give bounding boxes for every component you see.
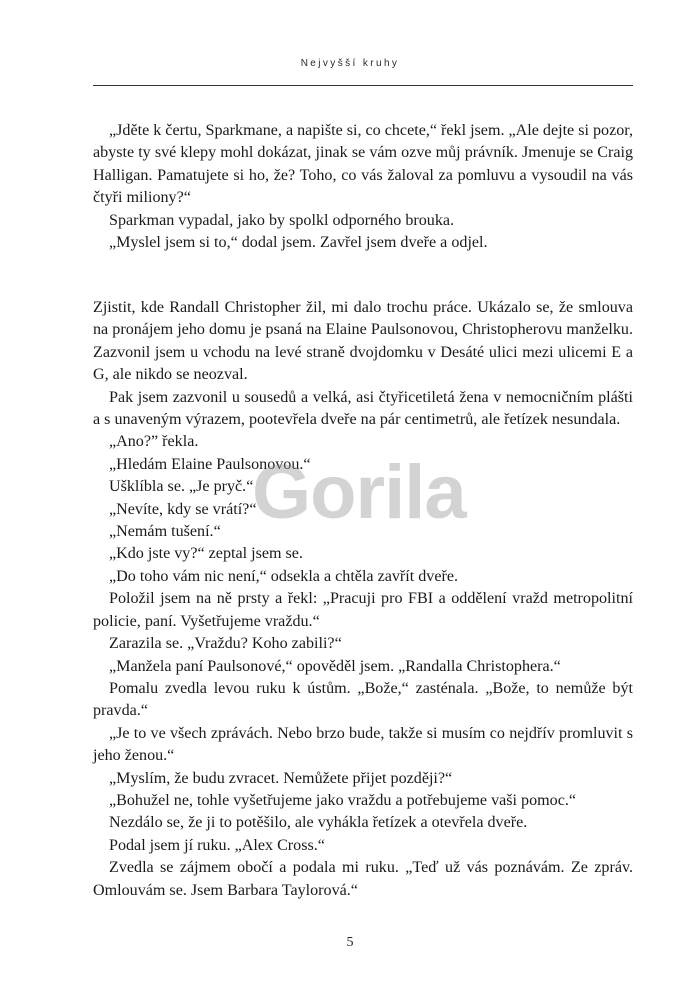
paragraph: „Kdo jste vy?“ zeptal jsem se. xyxy=(109,545,303,563)
paragraph: „Myslel jsem si to,“ dodal jsem. Zavřel jsem dveře a odjel. xyxy=(109,234,488,252)
paragraph: „Jděte k čertu, Sparkmane, a napište si, co chcete,“ řekl jsem. „Ale dejte si pozor, abyste ty své klepy mohl dokázat, jinak se vám ozve můj právník. Jmenuje se Craig Halligan. Pamatujete si ho, že? Toho, co vás žaloval za pomluvu a vysoudil na vás čtyři miliony?“ xyxy=(93,122,633,207)
paragraph: „Bohužel ne, tohle vyšetřujeme jako vraždu a potřebujeme vaši pomoc.“ xyxy=(109,791,577,809)
paragraph: Pomalu zvedla levou ruku k ústům. „Bože,“ zasténala. „Bože, to nemůže být pravda.“ xyxy=(93,679,633,720)
paragraph: „Je to ve všech zprávách. Nebo brzo bude, takže si musím co nejdřív promluvit s jeho ženou.“ xyxy=(93,724,633,765)
watermark-logo: Gorila xyxy=(252,450,466,535)
paragraph: Ušklíbla se. „Je pryč.“ xyxy=(109,478,254,496)
paragraph: „Nevíte, kdy se vrátí?“ xyxy=(109,500,257,518)
paragraph: „Nemám tušení.“ xyxy=(109,523,221,541)
paragraph: Zvedla se zájmem obočí a podala mi ruku. „Teď už vás poznávám. Ze zpráv. Omlouvám se. Jsem Barbara Taylorová.“ xyxy=(93,859,633,899)
page-number: 5 xyxy=(346,935,354,950)
paragraph: „Ano?” řekla. xyxy=(109,433,199,451)
paragraph: „Hledám Elaine Paulsonovou.“ xyxy=(109,455,311,473)
paragraph: Zjistit, kde Randall Christopher žil, mi dalo trochu práce. Ukázalo se, že smlouva na pronájem jeho domu je psaná na Elaine Paulsonovou, Christopherovu manželku. Zazvonil jsem u vchodu na levé straně dvojdomku v Desáté ulici mezi ulicemi E a G, ale nikdo se neozval. xyxy=(93,299,633,384)
running-header: Nejvyšší kruhy xyxy=(300,58,400,69)
header-rule xyxy=(93,85,633,86)
paragraph: „Manžela paní Paulsonové,“ opověděl jsem. „Randalla Christophera.“ xyxy=(109,657,561,675)
paragraph: Položil jsem na ně prsty a řekl: „Pracuji pro FBI a oddělení vražd metropolitní policie, paní. Vyšetřujeme vraždu.“ xyxy=(93,590,633,630)
paragraph: Podal jsem jí ruku. „Alex Cross.“ xyxy=(109,836,325,854)
paragraph: Nezdálo se, že ji to potěšilo, ale vyhákla řetízek a otevřela dveře. xyxy=(109,814,528,832)
section-1 xyxy=(93,120,633,254)
paragraph: Pak jsem zazvonil u sousedů a velká, asi čtyřicetiletá žena v nemocničním plášti a s unaveným výrazem, pootevřela dveře na pár centimetrů, ale řetízek nesundala. xyxy=(93,388,633,429)
section-2 xyxy=(93,297,633,902)
paragraph: Zarazila se. „Vraždu? Koho zabili?“ xyxy=(109,635,342,653)
paragraph: „Do toho vám nic není,“ odsekla a chtěla zavřít dveře. xyxy=(109,567,459,585)
paragraph: „Myslím, že budu zvracet. Nemůžete přijet později?“ xyxy=(109,769,453,787)
paragraph: Sparkman vypadal, jako by spolkl odporného brouka. xyxy=(109,211,455,229)
